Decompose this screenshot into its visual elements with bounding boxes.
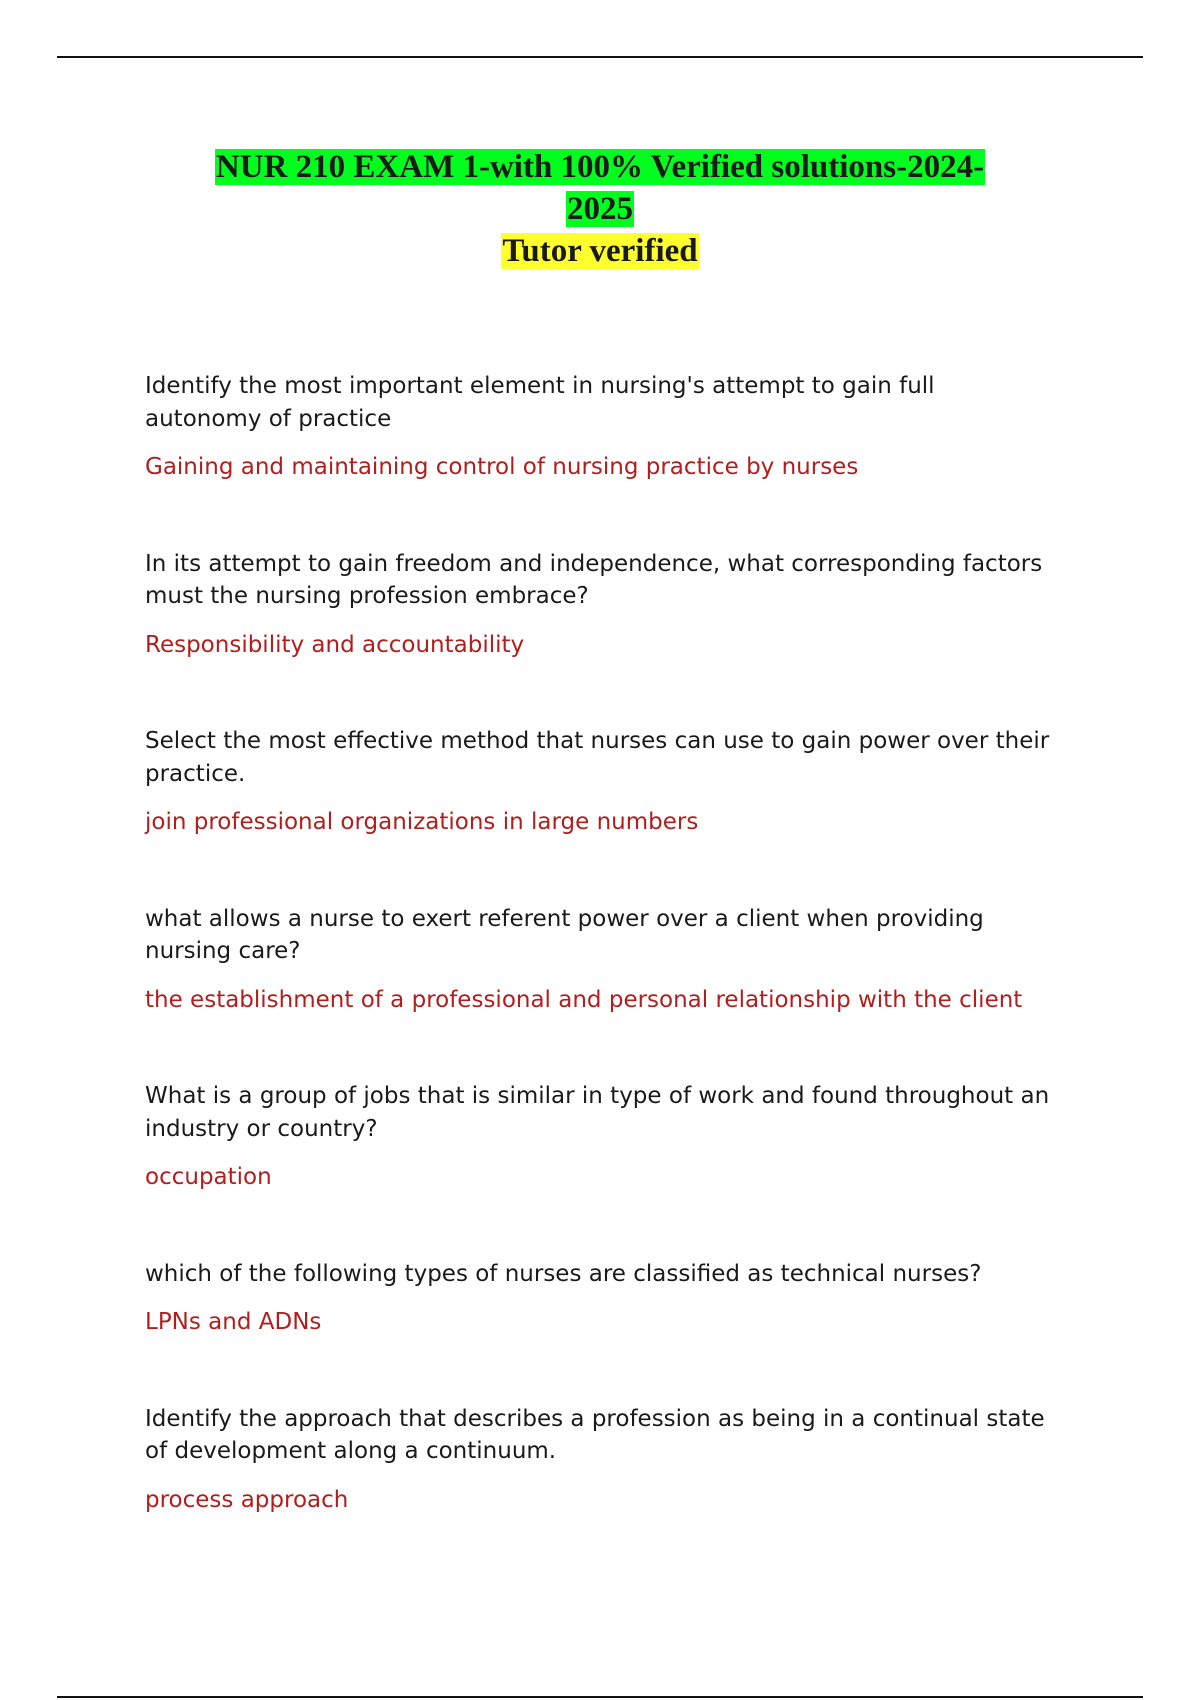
qa-spacer [145, 661, 1050, 725]
qa-spacer [145, 1194, 1050, 1258]
answer-text: Responsibility and accountability [145, 631, 525, 658]
title-line-2: 2025 [567, 191, 633, 227]
question-text: Identify the approach that describes a profession as being in a continual state of development along a continuum. [145, 1405, 1045, 1464]
question-text: what allows a nurse to exert referent power over a client when providing nursing care? [145, 905, 984, 964]
qa-spacer [145, 839, 1050, 903]
qa-item [145, 903, 1050, 1017]
qa-spacer [145, 484, 1050, 548]
answer-text: join professional organizations in large numbers [145, 809, 699, 835]
document-subtitle-wrap [0, 230, 1200, 272]
qa-spacer [145, 1339, 1050, 1403]
answer-text: Gaining and maintaining control of nursing practice by nurses [145, 454, 859, 480]
qa-item [145, 725, 1050, 839]
document-title-block [0, 146, 1200, 272]
qa-item [145, 1403, 1050, 1517]
qa-item [145, 1080, 1050, 1194]
bottom-rule [57, 1696, 1143, 1698]
answer-text: LPNs and ADNs [145, 1309, 322, 1335]
answer-text: the establishment of a professional and personal relationship with the client [145, 986, 1023, 1013]
qa-list [145, 370, 1050, 1516]
question-text: Identify the most important element in nursing's attempt to gain full autonomy of practice [145, 373, 935, 432]
document-title [160, 146, 1040, 230]
qa-spacer [145, 1016, 1050, 1080]
question-text: Select the most effective method that nurses can use to gain power over their practice. [145, 728, 1050, 787]
qa-item [145, 548, 1050, 662]
question-text: which of the following types of nurses are classified as technical nurses? [145, 1260, 982, 1287]
document-subtitle: Tutor verified [502, 233, 698, 269]
question-text: In its attempt to gain freedom and independence, what corresponding factors must the nursing profession embrace? [145, 550, 1043, 609]
top-rule [57, 56, 1143, 58]
title-line-1: NUR 210 EXAM 1-with 100% Verified solutions-2024- [215, 149, 985, 185]
qa-item [145, 370, 1050, 484]
answer-text: occupation [145, 1164, 272, 1190]
qa-item [145, 1258, 1050, 1339]
answer-text: process approach [145, 1486, 349, 1513]
question-text: What is a group of jobs that is similar in type of work and found throughout an industry or country? [145, 1083, 1050, 1142]
